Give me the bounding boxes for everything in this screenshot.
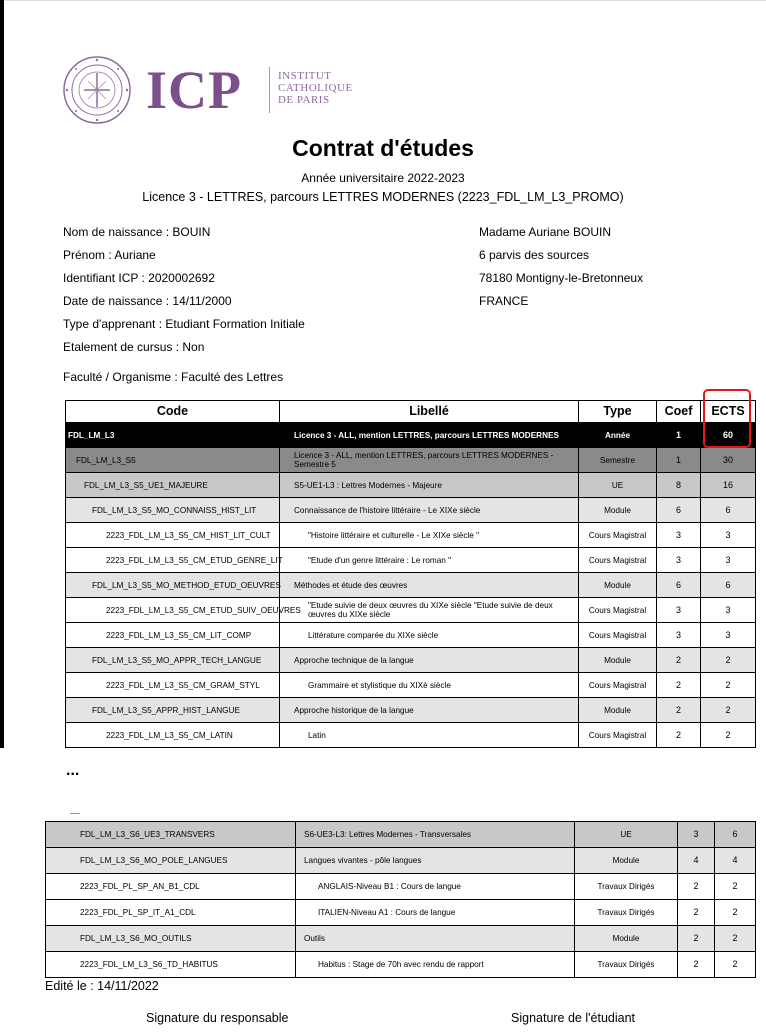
cell-coef: 2 <box>657 698 701 723</box>
cell-type: Travaux Dirigés <box>575 874 678 900</box>
cell-label: ANGLAIS-Niveau B1 : Cours de langue <box>296 874 575 900</box>
student-first-name: Prénom : Auriane <box>63 248 156 262</box>
cell-type: Cours Magistral <box>579 598 657 623</box>
header-coef: Coef <box>657 401 701 423</box>
cell-ects: 2 <box>715 874 756 900</box>
cell-ects: 3 <box>701 548 756 573</box>
table-row <box>66 598 756 623</box>
table-row <box>66 423 756 448</box>
cell-type: UE <box>575 822 678 848</box>
cell-coef: 1 <box>657 423 701 448</box>
table-row <box>66 573 756 598</box>
student-spread: Etalement de cursus : Non <box>63 340 205 354</box>
cell-type: Module <box>575 848 678 874</box>
cell-type: Module <box>579 648 657 673</box>
cell-ects: 2 <box>701 698 756 723</box>
cell-label: Littérature comparée du XIXe siècle <box>280 623 579 648</box>
cell-ects: 2 <box>715 900 756 926</box>
cell-coef: 2 <box>657 648 701 673</box>
table-row <box>66 648 756 673</box>
page-title: Contrat d'études <box>292 135 474 161</box>
cell-label: Outils <box>296 926 575 952</box>
faculty: Faculté / Organisme : Faculté des Lettres <box>63 370 284 384</box>
cell-coef: 2 <box>678 926 715 952</box>
cell-label: Approche historique de la langue <box>280 698 579 723</box>
cell-type: Semestre <box>579 448 657 473</box>
cell-code: 2223_FDL_PL_SP_AN_B1_CDL <box>46 874 296 900</box>
table-row <box>46 874 756 900</box>
student-birth-date: Date de naissance : 14/11/2000 <box>63 294 232 308</box>
cell-ects: 4 <box>715 848 756 874</box>
cell-code: 2223_FDL_LM_L3_S5_CM_HIST_LIT_CULT <box>66 523 280 548</box>
logo-institution <box>278 70 353 106</box>
cell-ects: 30 <box>701 448 756 473</box>
table-row <box>46 952 756 978</box>
cell-code: 2223_FDL_LM_L3_S5_CM_GRAM_STYL <box>66 673 280 698</box>
signature-student: Signature de l'étudiant <box>511 1011 636 1025</box>
cell-code: FDL_LM_L3_S6_MO_OUTILS <box>46 926 296 952</box>
cell-ects: 2 <box>715 926 756 952</box>
cell-code: FDL_LM_L3 <box>66 423 280 448</box>
cell-ects: 6 <box>715 822 756 848</box>
table-row <box>66 723 756 748</box>
cell-label: Habitus : Stage de 70h avec rendu de rapport <box>296 952 575 978</box>
cell-coef: 3 <box>657 548 701 573</box>
cell-coef: 2 <box>678 900 715 926</box>
cell-code: FDL_LM_L3_S5_MO_CONNAISS_HIST_LIT <box>66 498 280 523</box>
seal-icon <box>62 55 132 125</box>
logo-line: INSTITUT <box>278 70 332 82</box>
cell-ects: 2 <box>701 648 756 673</box>
cell-label: "Histoire littéraire et culturelle - Le XIXe siècle " <box>280 523 579 548</box>
signature-manager: Signature du responsable <box>146 1011 289 1025</box>
cell-type: Module <box>579 573 657 598</box>
cell-code: 2223_FDL_PL_SP_IT_A1_CDL <box>46 900 296 926</box>
program-name: Licence 3 - LETTRES, parcours LETTRES MODERNES (2223_FDL_LM_L3_PROMO) <box>142 190 624 204</box>
cell-coef: 6 <box>657 573 701 598</box>
cut-marker <box>70 813 80 814</box>
cell-coef: 4 <box>678 848 715 874</box>
logo-line: CATHOLIQUE <box>278 82 353 94</box>
cell-code: FDL_LM_L3_S5_MO_APPR_TECH_LANGUE <box>66 648 280 673</box>
cell-coef: 2 <box>678 952 715 978</box>
table-row <box>66 548 756 573</box>
cell-type: Année <box>579 423 657 448</box>
cell-type: Travaux Dirigés <box>575 952 678 978</box>
address-line: FRANCE <box>479 294 529 308</box>
logo-abbr: ICP <box>146 60 242 120</box>
cell-ects: 2 <box>715 952 756 978</box>
cell-code: FDL_LM_L3_S6_MO_POLE_LANGUES <box>46 848 296 874</box>
cell-code: FDL_LM_L3_S5_APPR_HIST_LANGUE <box>66 698 280 723</box>
cell-coef: 2 <box>678 874 715 900</box>
cell-code: FDL_LM_L3_S6_UE3_TRANSVERS <box>46 822 296 848</box>
cell-code: 2223_FDL_LM_L3_S5_CM_LIT_COMP <box>66 623 280 648</box>
left-edge-bar <box>0 0 4 748</box>
address-line: Madame Auriane BOUIN <box>479 225 612 239</box>
cell-code: 2223_FDL_LM_L3_S6_TD_HABITUS <box>46 952 296 978</box>
cell-type: Cours Magistral <box>579 523 657 548</box>
postal-address <box>479 221 643 313</box>
header-ects: ECTS <box>701 401 756 423</box>
cell-label: ITALIEN-Niveau A1 : Cours de langue <box>296 900 575 926</box>
cell-type: Module <box>579 498 657 523</box>
logo-line: DE PARIS <box>278 94 330 106</box>
cell-ects: 3 <box>701 623 756 648</box>
address-line: 6 parvis des sources <box>479 248 590 262</box>
cell-ects: 2 <box>701 673 756 698</box>
cell-coef: 3 <box>678 822 715 848</box>
header-code: Code <box>66 401 280 423</box>
table-row <box>46 900 756 926</box>
edited-date: Edité le : 14/11/2022 <box>45 979 159 993</box>
table-row <box>46 848 756 874</box>
cell-type: Cours Magistral <box>579 673 657 698</box>
cell-type: Module <box>575 926 678 952</box>
cell-code: 2223_FDL_LM_L3_S5_CM_ETUD_SUIV_OEUVRES <box>66 598 280 623</box>
header-type: Type <box>579 401 657 423</box>
cell-type: Cours Magistral <box>579 623 657 648</box>
cell-type: Travaux Dirigés <box>575 900 678 926</box>
cell-code: 2223_FDL_LM_L3_S5_CM_LATIN <box>66 723 280 748</box>
cell-code: FDL_LM_L3_S5_UE1_MAJEURE <box>66 473 280 498</box>
cell-ects: 3 <box>701 598 756 623</box>
cell-coef: 2 <box>657 723 701 748</box>
cell-coef: 2 <box>657 673 701 698</box>
cell-ects: 6 <box>701 573 756 598</box>
cell-type: Cours Magistral <box>579 548 657 573</box>
table-row <box>66 523 756 548</box>
header-label: Libellé <box>280 401 579 423</box>
table-row <box>66 623 756 648</box>
cell-label: Méthodes et étude des œuvres <box>280 573 579 598</box>
cell-type: UE <box>579 473 657 498</box>
cell-code: 2223_FDL_LM_L3_S5_CM_ETUD_GENRE_LIT <box>66 548 280 573</box>
academic-year: Année universitaire 2022-2023 <box>301 171 465 185</box>
cell-label: Connaissance de l'histoire littéraire - Le XIXe siècle <box>280 498 579 523</box>
table-row <box>66 473 756 498</box>
cell-ects: 60 <box>701 423 756 448</box>
cell-coef: 8 <box>657 473 701 498</box>
cell-label: Latin <box>280 723 579 748</box>
cell-label: "Etude suivie de deux œuvres du XIXe siècle "Etude suivie de deux œuvres du XIXe siècle <box>280 598 579 623</box>
cell-label: Licence 3 - ALL, mention LETTRES, parcours LETTRES MODERNES <box>280 423 579 448</box>
cell-type: Module <box>579 698 657 723</box>
cell-label: Licence 3 - ALL, mention LETTRES, parcours LETTRES MODERNES - Semestre 5 <box>280 448 579 473</box>
student-info <box>63 221 305 359</box>
courses-table-continued <box>45 821 756 978</box>
student-type: Type d'apprenant : Etudiant Formation Initiale <box>63 317 305 331</box>
cell-type: Cours Magistral <box>579 723 657 748</box>
table-row <box>66 448 756 473</box>
cell-label: Grammaire et stylistique du XIXè siècle <box>280 673 579 698</box>
cell-code: FDL_LM_L3_S5 <box>66 448 280 473</box>
table-row <box>66 498 756 523</box>
address-line: 78180 Montigny-le-Bretonneux <box>479 271 644 285</box>
cell-label: S5-UE1-L3 : Lettres Modernes - Majeure <box>280 473 579 498</box>
cell-coef: 3 <box>657 623 701 648</box>
table-row <box>46 926 756 952</box>
ects-highlight <box>703 389 751 448</box>
cell-code: FDL_LM_L3_S5_MO_METHOD_ETUD_OEUVRES <box>66 573 280 598</box>
cell-coef: 6 <box>657 498 701 523</box>
logo-divider <box>269 67 270 113</box>
table-row <box>46 822 756 848</box>
student-id: Identifiant ICP : 2020002692 <box>63 271 215 285</box>
cell-label: Approche technique de la langue <box>280 648 579 673</box>
table-row <box>66 673 756 698</box>
table-header-row <box>66 401 756 423</box>
cell-label: "Etude d'un genre littéraire : Le roman " <box>280 548 579 573</box>
student-birth-name: Nom de naissance : BOUIN <box>63 225 211 239</box>
ellipsis: ... <box>66 762 80 779</box>
cell-coef: 3 <box>657 598 701 623</box>
top-border <box>0 0 766 1</box>
courses-table <box>65 400 756 748</box>
cell-label: Langues vivantes - pôle langues <box>296 848 575 874</box>
cell-ects: 2 <box>701 723 756 748</box>
cell-coef: 1 <box>657 448 701 473</box>
cell-label: S6-UE3-L3: Lettres Modernes - Transversales <box>296 822 575 848</box>
cell-ects: 3 <box>701 523 756 548</box>
cell-ects: 16 <box>701 473 756 498</box>
table-row <box>66 698 756 723</box>
cell-coef: 3 <box>657 523 701 548</box>
cell-ects: 6 <box>701 498 756 523</box>
